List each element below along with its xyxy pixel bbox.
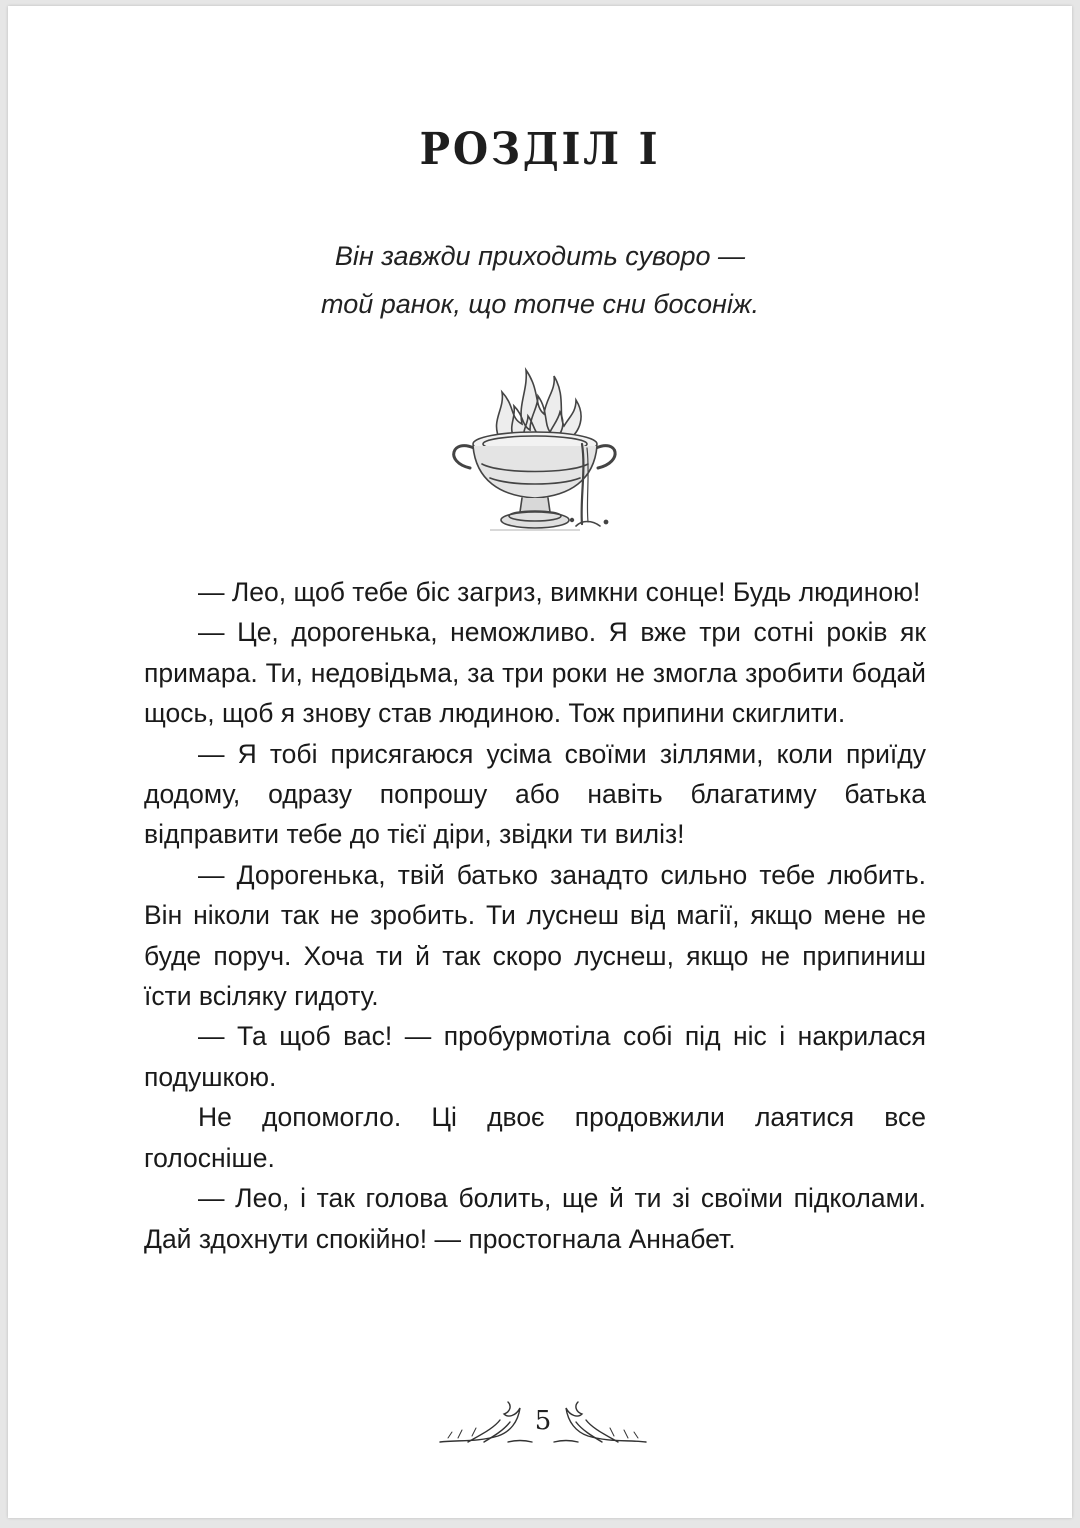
page-footer xyxy=(428,1392,658,1452)
page-number: 5 xyxy=(534,1406,552,1436)
paragraph: — Лео, щоб тебе біс загриз, вимкни сонце! Будь людиною! xyxy=(198,577,921,607)
book-page xyxy=(8,6,1072,1518)
paragraph: — Я тобі присягаюся усіма своїми зіллями, коли приїду додому, одразу попрошу або навіть благатиму батька відправити тебе до тієї діри, звідки ти виліз! xyxy=(144,738,926,850)
paragraph: — Дорогенька, твій батько занадто сильно тебе любить. Він ніколи так не зробить. Ти луснеш від магії, якщо мене не буде поруч. Хоча ти й так скоро луснеш, якщо не припиниш їсти всіляку гидоту. xyxy=(144,859,926,1012)
flaming-chalice-icon xyxy=(430,340,630,540)
paragraph: — Та щоб вас! — пробурмотіла собі під ніс і накрилася подушкою. xyxy=(144,1021,926,1092)
epigraph xyxy=(8,232,1072,328)
chapter-title: РОЗДІЛ I xyxy=(419,124,661,175)
paragraph: — Це, дорогенька, неможливо. Я вже три сотні років як примара. Ти, недовідьма, за три роки не змогла зробити бодай щось, щоб я знову став людиною. Тож припини скиглити. xyxy=(144,617,926,729)
paragraph: — Лео, і так голова болить, ще й ти зі своїми підколами. Дай здохнути спокійно! — простогнала Аннабет. xyxy=(144,1183,926,1254)
epigraph-line-1: Він завжди приходить суворо — xyxy=(334,241,746,271)
paragraph: Не допомогло. Ці двоє продовжили лаятися все голосніше. xyxy=(144,1102,926,1173)
chapter-body xyxy=(144,572,926,1259)
wave-ornament-icon xyxy=(553,1398,648,1448)
epigraph-line-2: той ранок, що топче сни босоніж. xyxy=(321,289,759,319)
